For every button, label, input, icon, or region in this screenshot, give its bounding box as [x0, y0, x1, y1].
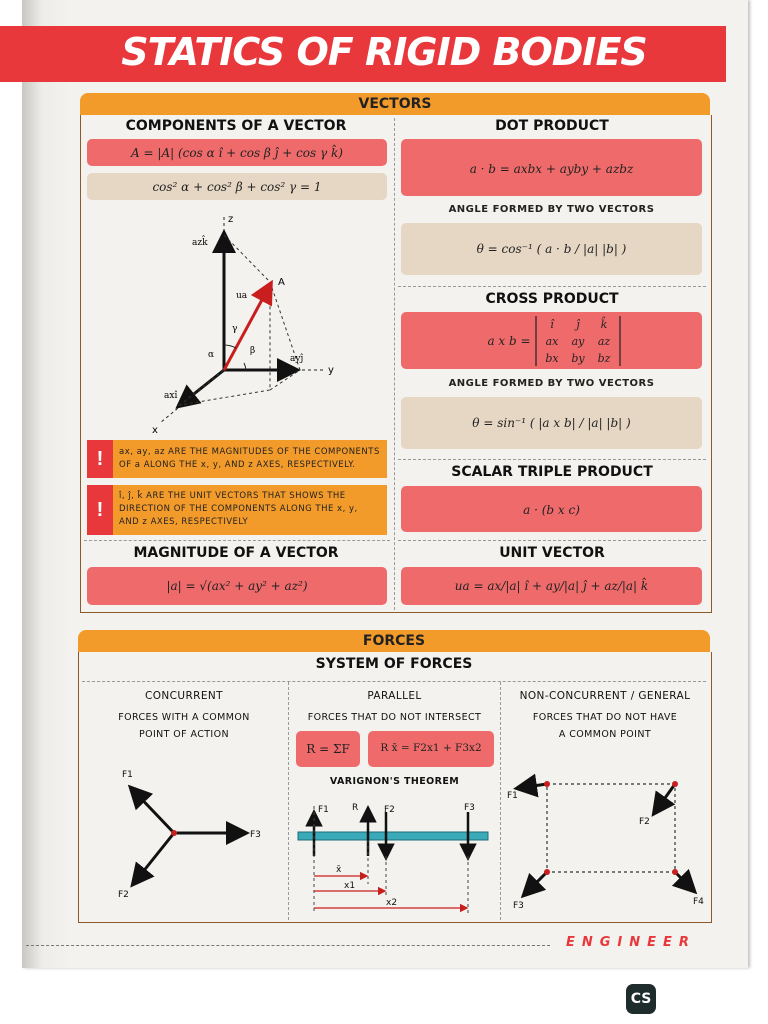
unit-vector-label: ua	[236, 291, 248, 301]
alpha-label: α	[208, 350, 215, 360]
general-desc-line1: FORCES THAT DO NOT HAVE	[532, 712, 678, 723]
projection-edges	[270, 282, 300, 390]
f4-label: F4	[693, 897, 704, 907]
forces-column-divider-2	[500, 682, 501, 920]
det-cell: ax	[545, 335, 559, 348]
cross-angle-label: ANGLE FORMED BY TWO VECTORS	[448, 378, 655, 389]
point-dot	[672, 869, 678, 875]
ay-label: ayĵ	[290, 354, 304, 364]
beam	[298, 832, 488, 840]
cross-divider	[398, 286, 706, 287]
dot-product-formula: a · b = axbx + ayby + azbz	[469, 162, 634, 176]
forces-section-bar: FORCES	[78, 630, 710, 652]
dot-angle-label: ANGLE FORMED BY TWO VECTORS	[448, 204, 655, 215]
f1-label: F1	[318, 805, 329, 815]
f3-label: F3	[250, 830, 261, 840]
f1-arrow	[132, 789, 174, 833]
page-title: STATICS OF RIGID BODIES	[121, 30, 647, 74]
point-a-label: A	[278, 277, 285, 288]
camscanner-badge: CS	[626, 984, 656, 1014]
z-label: z	[228, 214, 234, 225]
note-magnitudes	[87, 440, 387, 478]
concurrent-diagram	[110, 765, 270, 905]
f3-arrow	[525, 872, 547, 894]
note-unit-vectors-text: î, ĵ, k̂ ARE THE UNIT VECTORS THAT SHOWS THE DIRECTION OF THE COMPONENTS ALONG THE x, y, AND z AXES, RESPECTIVELY	[119, 491, 358, 527]
det-cell: bz	[597, 352, 611, 365]
det-cell: bx	[545, 352, 559, 365]
footer-brand: ENGINEER	[566, 935, 696, 950]
unit-vector-heading: UNIT VECTOR	[499, 545, 605, 561]
magnitude-heading: MAGNITUDE OF A VECTOR	[133, 545, 339, 561]
resultant-formula: R = ΣF	[306, 742, 350, 756]
forces-divider	[82, 681, 706, 682]
cross-determinant	[534, 314, 624, 368]
general-desc-line2: A COMMON POINT	[558, 729, 652, 740]
parallel-desc: FORCES THAT DO NOT INTERSECT	[307, 712, 482, 723]
varignon-theorem-label: VARIGNON'S THEOREM	[329, 776, 460, 787]
vectors-column-divider	[394, 118, 395, 610]
x-label: x	[152, 425, 158, 436]
gamma-label: γ	[232, 324, 238, 334]
note-magnitudes-text: ax, ay, az ARE THE MAGNITUDES OF THE COMPONENTS OF a ALONG THE x, y, AND z AXES, RESPECTIVELY.	[119, 447, 380, 470]
f1-arrow	[519, 784, 547, 788]
f2-arrow	[134, 833, 174, 883]
page-binding-edge	[22, 0, 72, 968]
triple-product-heading: SCALAR TRIPLE PRODUCT	[451, 464, 653, 480]
beta-label: β	[250, 346, 256, 356]
x1-label: x1	[344, 881, 356, 891]
f3-label: F3	[464, 803, 475, 813]
direction-cosines-formula: cos² α + cos² β + cos² γ = 1	[152, 180, 322, 194]
det-cell: î	[550, 318, 554, 331]
point-a-dot	[268, 283, 273, 288]
vector-component-diagram	[140, 205, 340, 435]
force-points-frame	[547, 784, 675, 872]
system-of-forces-heading: SYSTEM OF FORCES	[315, 656, 473, 672]
det-cell: ay	[571, 335, 585, 348]
xbar-label: x̄	[336, 865, 342, 875]
unit-vector-formula: ua = ax/|a| î + ay/|a| ĵ + az/|a| k̂	[454, 579, 649, 593]
footer-rule	[26, 945, 550, 946]
f2-label: F2	[118, 890, 129, 900]
general-forces-diagram	[505, 772, 705, 912]
dot-angle-formula: θ = cos⁻¹ ( a · b / |a| |b| )	[476, 242, 627, 256]
magnitude-divider	[84, 540, 390, 541]
note-unit-vectors	[87, 485, 387, 535]
y-label: y	[328, 365, 334, 376]
vectors-section-bar: VECTORS	[80, 93, 710, 115]
det-cell: by	[571, 352, 585, 365]
forces-column-divider-1	[288, 682, 289, 920]
cross-product-lhs: a x b =	[487, 334, 531, 348]
common-point	[171, 830, 177, 836]
concurrent-desc-line2: POINT OF ACTION	[138, 729, 230, 740]
x2-label: x2	[386, 898, 398, 908]
f1-label: F1	[507, 791, 518, 801]
point-dot	[544, 781, 550, 787]
det-cell: k̂	[600, 318, 608, 331]
components-formula: A = |A| (cos α î + cos β ĵ + cos γ k̂)	[131, 146, 343, 160]
parallel-title: PARALLEL	[367, 690, 422, 702]
components-heading: COMPONENTS OF A VECTOR	[125, 118, 347, 134]
dot-product-heading: DOT PRODUCT	[495, 118, 609, 134]
general-title: NON-CONCURRENT / GENERAL	[519, 690, 691, 702]
resultant-label: R	[352, 803, 359, 813]
f2-label: F2	[639, 817, 650, 827]
det-cell: ĵ	[576, 318, 580, 331]
moment-formula: R x̄ = F2x1 + F3x2	[380, 742, 482, 754]
concurrent-desc-line1: FORCES WITH A COMMON	[118, 712, 250, 723]
triple-divider	[398, 459, 706, 460]
exclamation-icon: !	[87, 485, 113, 535]
exclamation-icon: !	[87, 440, 113, 478]
det-cell: az	[597, 335, 611, 348]
f2-label: F2	[384, 805, 395, 815]
az-label: azk̂	[192, 238, 208, 248]
magnitude-formula: |a| = √(ax² + ay² + az²)	[166, 579, 308, 593]
concurrent-title: CONCURRENT	[145, 690, 223, 702]
cross-angle-formula: θ = sin⁻¹ ( |a x b| / |a| |b| )	[472, 416, 631, 430]
cross-product-heading: CROSS PRODUCT	[485, 291, 619, 307]
parallel-forces-diagram	[296, 796, 496, 918]
ax-label: axî	[164, 391, 178, 401]
f3-label: F3	[513, 901, 524, 911]
f4-arrow	[675, 872, 693, 890]
point-dot	[544, 869, 550, 875]
point-dot	[672, 781, 678, 787]
f2-arrow	[655, 784, 675, 812]
triple-product-formula: a · (b x c)	[523, 503, 580, 517]
f1-label: F1	[122, 770, 133, 780]
unit-divider	[398, 540, 706, 541]
